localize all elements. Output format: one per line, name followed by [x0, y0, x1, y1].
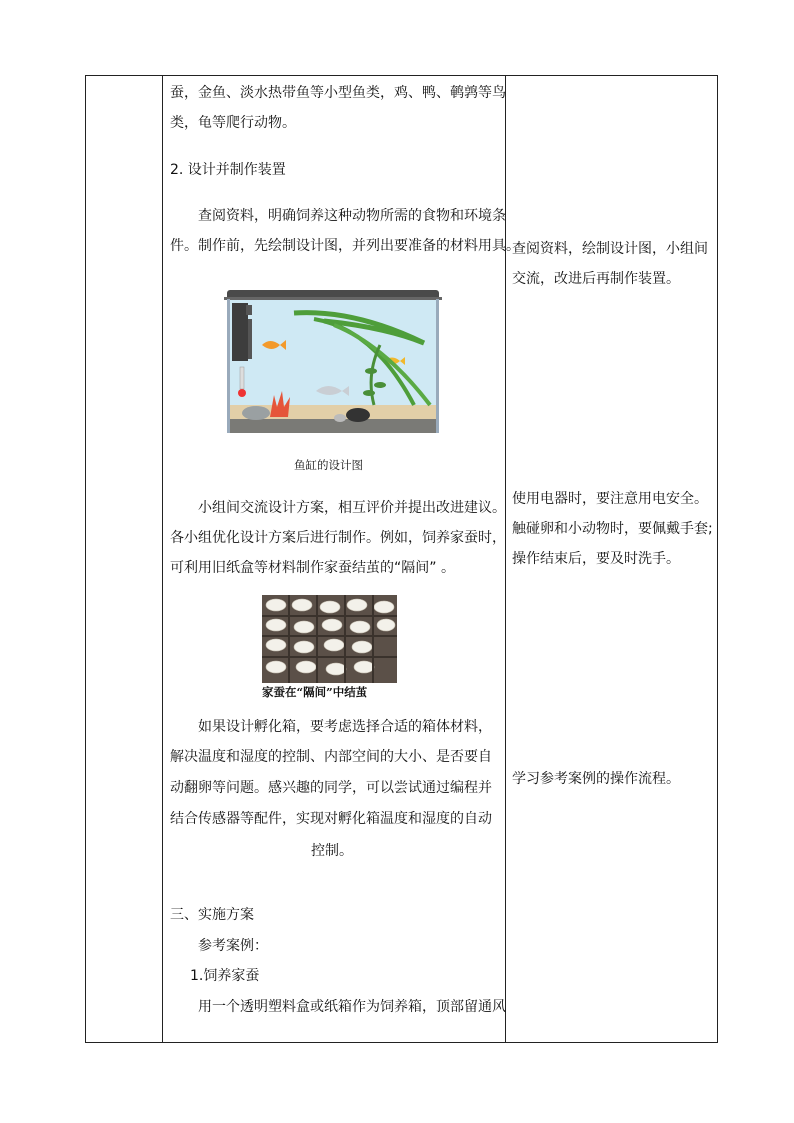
- side-note: 操作结束后，要及时洗手。: [512, 551, 680, 567]
- text-line: 蚕，金鱼、淡水热带鱼等小型鱼类，鸡、鸭、鹌鹑等鸟: [170, 85, 506, 101]
- silkworm-cocoon-image: [262, 595, 397, 683]
- text-line: 各小组优化设计方案后进行制作。例如，饲养家蚕时，: [170, 530, 506, 546]
- section-heading: 2. 设计并制作装置: [170, 162, 286, 178]
- text-line: 参考案例：: [198, 938, 268, 954]
- figure-caption: 鱼缸的设计图: [294, 458, 363, 472]
- text-line: 用一个透明塑料盒或纸箱作为饲养箱，顶部留通风: [198, 999, 506, 1015]
- text-line: 可利用旧纸盒等材料制作家蚕结茧的“隔间” 。: [170, 560, 455, 576]
- aquarium-design-image: [224, 285, 442, 445]
- text-line: 类，龟等爬行动物。: [170, 115, 296, 131]
- text-line: 件。制作前，先绘制设计图，并列出要准备的材料用具。: [170, 238, 520, 254]
- side-note: 学习参考案例的操作流程。: [512, 771, 680, 787]
- text-line: 如果设计孵化箱，要考虑选择合适的箱体材料，: [198, 719, 492, 735]
- side-note: 使用电器时，要注意用电安全。: [512, 491, 708, 507]
- section-heading: 三、实施方案: [170, 907, 254, 923]
- text-line: 动翻卵等问题。感兴趣的同学，可以尝试通过编程并: [170, 780, 492, 796]
- text-line: 小组间交流设计方案，相互评价并提出改进建议。: [198, 500, 506, 516]
- column-divider-1: [162, 76, 163, 1042]
- text-line: 解决温度和湿度的控制、内部空间的大小、是否要自: [170, 749, 492, 765]
- text-line: 结合传感器等配件，实现对孵化箱温度和湿度的自动: [170, 811, 492, 827]
- text-line: 控制。: [311, 843, 353, 859]
- text-line: 1.饲养家蚕: [190, 968, 260, 984]
- side-note: 触碰卵和小动物时，要佩戴手套;: [512, 521, 713, 537]
- side-note: 查阅资料，绘制设计图，小组间: [512, 241, 708, 257]
- text-line: 查阅资料，明确饲养这种动物所需的食物和环境条: [198, 208, 506, 224]
- figure-caption: 家蚕在“隔间”中结茧: [262, 685, 368, 699]
- side-note: 交流，改进后再制作装置。: [512, 271, 680, 287]
